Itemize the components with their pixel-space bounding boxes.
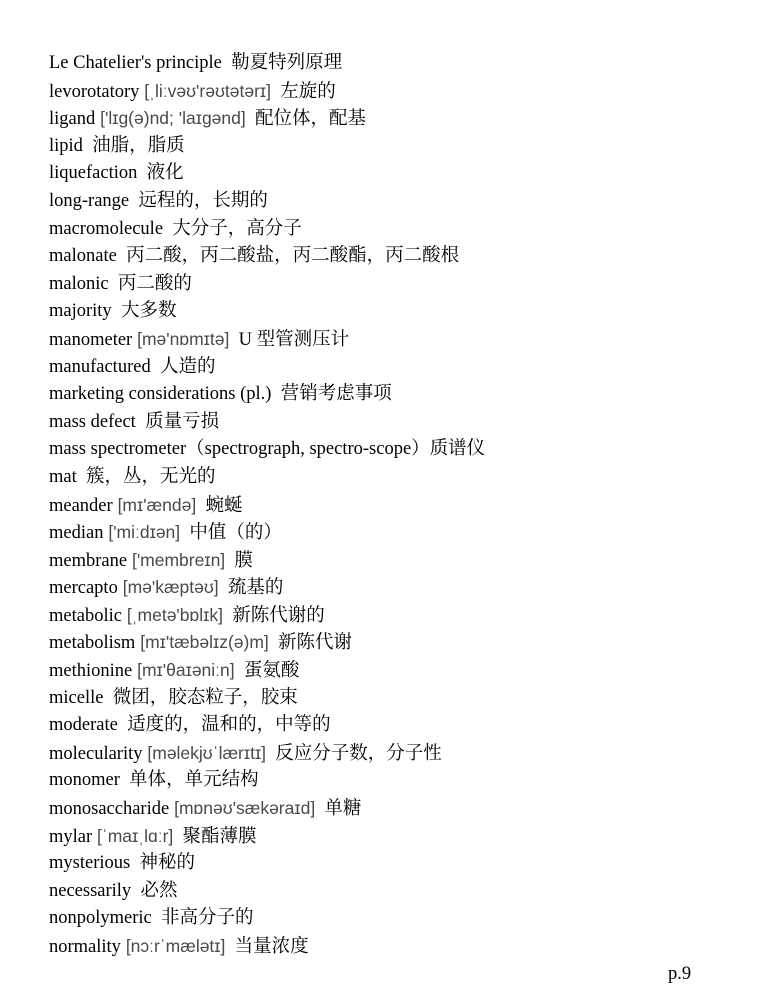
entry-term: mysterious bbox=[49, 853, 131, 874]
entry-term: mass spectrometer（spectrograph, spectro-scope）质谱仪 bbox=[49, 439, 486, 460]
entry-meaning: 必然 bbox=[140, 880, 178, 901]
glossary-entry bbox=[49, 547, 749, 575]
glossary-entry bbox=[49, 243, 749, 271]
entry-meaning: 新陈代谢 bbox=[278, 633, 353, 654]
glossary-entry bbox=[49, 823, 749, 851]
entry-meaning: 非高分子的 bbox=[161, 908, 254, 929]
entry-meaning: 单体，单元结构 bbox=[129, 770, 259, 791]
glossary-entry bbox=[49, 850, 749, 878]
entry-pronunciation: [mɪ'θaɪəniːn] bbox=[137, 660, 235, 681]
glossary-entry bbox=[49, 381, 749, 409]
glossary-entry bbox=[49, 105, 749, 133]
glossary-entry bbox=[49, 160, 749, 188]
glossary-entry bbox=[49, 354, 749, 382]
entry-pronunciation: [mə'nɒmɪtə] bbox=[137, 328, 230, 349]
entry-meaning: 配位体，配基 bbox=[255, 109, 367, 130]
entry-meaning: 营销考虑事项 bbox=[280, 384, 392, 405]
entry-meaning: 质量亏损 bbox=[145, 411, 220, 432]
entry-term: monomer bbox=[49, 770, 120, 791]
entry-meaning: 聚酯薄膜 bbox=[182, 826, 257, 847]
page-number: p.9 bbox=[668, 964, 692, 984]
entry-term: membrane bbox=[49, 550, 128, 571]
glossary-entry bbox=[49, 78, 749, 106]
glossary-entry bbox=[49, 712, 749, 740]
glossary-entry bbox=[49, 436, 749, 464]
glossary-entry bbox=[49, 574, 749, 602]
entry-meaning: 新陈代谢的 bbox=[232, 605, 325, 626]
glossary-entry bbox=[49, 464, 749, 492]
glossary-entry bbox=[49, 326, 749, 354]
glossary-entry bbox=[49, 271, 749, 299]
entry-term: nonpolymeric bbox=[49, 908, 152, 929]
entry-pronunciation: ['membreɪn] bbox=[131, 549, 226, 570]
entry-meaning: 反应分子数，分子性 bbox=[275, 743, 442, 764]
entry-pronunciation: ['lɪg(ə)nd; 'laɪgənd] bbox=[100, 108, 246, 129]
glossary-entry bbox=[49, 629, 749, 657]
glossary-list bbox=[49, 50, 749, 961]
entry-term: monosaccharide bbox=[49, 799, 170, 820]
entry-term: mylar bbox=[49, 826, 93, 847]
entry-term: macromolecule bbox=[49, 218, 164, 239]
glossary-entry bbox=[49, 795, 749, 823]
glossary-entry bbox=[49, 519, 749, 547]
entry-pronunciation: [məlekjʊˈlærɪtɪ] bbox=[147, 742, 267, 763]
glossary-entry bbox=[49, 188, 749, 216]
entry-term: mass defect bbox=[49, 411, 136, 432]
entry-meaning: 丙二酸，丙二酸盐，丙二酸酯，丙二酸根 bbox=[126, 246, 460, 267]
entry-meaning: 远程的，长期的 bbox=[138, 190, 268, 211]
entry-term: mercapto bbox=[49, 578, 118, 599]
glossary-entry bbox=[49, 657, 749, 685]
glossary-entry bbox=[49, 492, 749, 520]
entry-meaning: 单糖 bbox=[324, 799, 362, 820]
entry-term: liquefaction bbox=[49, 163, 138, 184]
entry-term: malonic bbox=[49, 273, 109, 294]
entry-meaning: 神秘的 bbox=[139, 853, 195, 874]
entry-term: marketing considerations (pl.) bbox=[49, 384, 272, 405]
entry-pronunciation: [ˌmetə'bɒlɪk] bbox=[126, 604, 223, 625]
glossary-entry bbox=[49, 133, 749, 161]
entry-term: lipid bbox=[49, 135, 83, 156]
entry-term: manufactured bbox=[49, 356, 151, 377]
entry-term: majority bbox=[49, 301, 112, 322]
entry-meaning: 人造的 bbox=[159, 356, 216, 377]
entry-meaning: 膜 bbox=[234, 550, 253, 571]
entry-meaning: 簇，丛，无光的 bbox=[86, 466, 216, 487]
glossary-entry bbox=[49, 298, 749, 326]
glossary-entry bbox=[49, 409, 749, 437]
entry-term: necessarily bbox=[49, 880, 132, 901]
entry-term: molecularity bbox=[49, 743, 143, 764]
entry-term: metabolism bbox=[49, 633, 136, 654]
entry-pronunciation: [ˌliːvəʊ'rəʊtətərɪ] bbox=[144, 80, 272, 101]
glossary-entry bbox=[49, 740, 749, 768]
glossary-entry bbox=[49, 50, 749, 78]
glossary-entry bbox=[49, 602, 749, 630]
entry-term: moderate bbox=[49, 715, 118, 736]
entry-meaning: 液化 bbox=[146, 163, 184, 184]
entry-pronunciation: [mə'kæptəʊ] bbox=[122, 577, 219, 598]
entry-meaning: 适度的，温和的，中等的 bbox=[127, 715, 331, 736]
entry-term: mat bbox=[49, 466, 77, 487]
entry-meaning: 勒夏特列原理 bbox=[231, 53, 343, 73]
entry-term: Le Chatelier's principle bbox=[49, 53, 222, 73]
entry-meaning: 微团，胶态粒子，胶束 bbox=[112, 687, 298, 708]
glossary-entry bbox=[49, 878, 749, 906]
glossary-entry bbox=[49, 933, 749, 961]
entry-meaning: 大多数 bbox=[120, 301, 177, 322]
entry-term: meander bbox=[49, 495, 113, 516]
glossary-entry bbox=[49, 685, 749, 713]
entry-pronunciation: [ˈmaɪˌlɑːr] bbox=[97, 825, 174, 846]
entry-pronunciation: [mɪ'tæbəlɪz(ə)m] bbox=[140, 632, 269, 653]
glossary-entry bbox=[49, 767, 749, 795]
entry-meaning: 丙二酸的 bbox=[117, 273, 192, 294]
entry-meaning: 蜿蜒 bbox=[205, 495, 243, 516]
entry-meaning: 当量浓度 bbox=[234, 937, 309, 957]
entry-meaning: 巯基的 bbox=[227, 578, 284, 599]
entry-meaning: U 型管测压计 bbox=[238, 329, 350, 350]
entry-term: normality bbox=[49, 937, 121, 957]
entry-term: manometer bbox=[49, 329, 133, 350]
glossary-entry bbox=[49, 905, 749, 933]
entry-meaning: 大分子，高分子 bbox=[172, 218, 302, 239]
entry-term: micelle bbox=[49, 687, 104, 708]
entry-term: methionine bbox=[49, 661, 133, 682]
entry-term: median bbox=[49, 523, 104, 544]
entry-term: ligand bbox=[49, 109, 96, 130]
glossary-entry bbox=[49, 216, 749, 244]
entry-term: metabolic bbox=[49, 605, 122, 626]
entry-pronunciation: ['miːdɪən] bbox=[108, 522, 181, 543]
entry-meaning: 中值（的） bbox=[189, 523, 282, 544]
entry-term: malonate bbox=[49, 246, 117, 267]
entry-pronunciation: [mɪ'ændə] bbox=[117, 494, 197, 515]
entry-meaning: 左旋的 bbox=[280, 81, 336, 102]
entry-term: levorotatory bbox=[49, 81, 140, 102]
entry-meaning: 蛋氨酸 bbox=[243, 661, 300, 682]
entry-meaning: 油脂，脂质 bbox=[92, 135, 185, 156]
entry-term: long-range bbox=[49, 190, 130, 211]
entry-pronunciation: [nɔːrˈmælətɪ] bbox=[125, 936, 226, 956]
entry-pronunciation: [mɒnəʊ'sækəraɪd] bbox=[174, 798, 316, 819]
